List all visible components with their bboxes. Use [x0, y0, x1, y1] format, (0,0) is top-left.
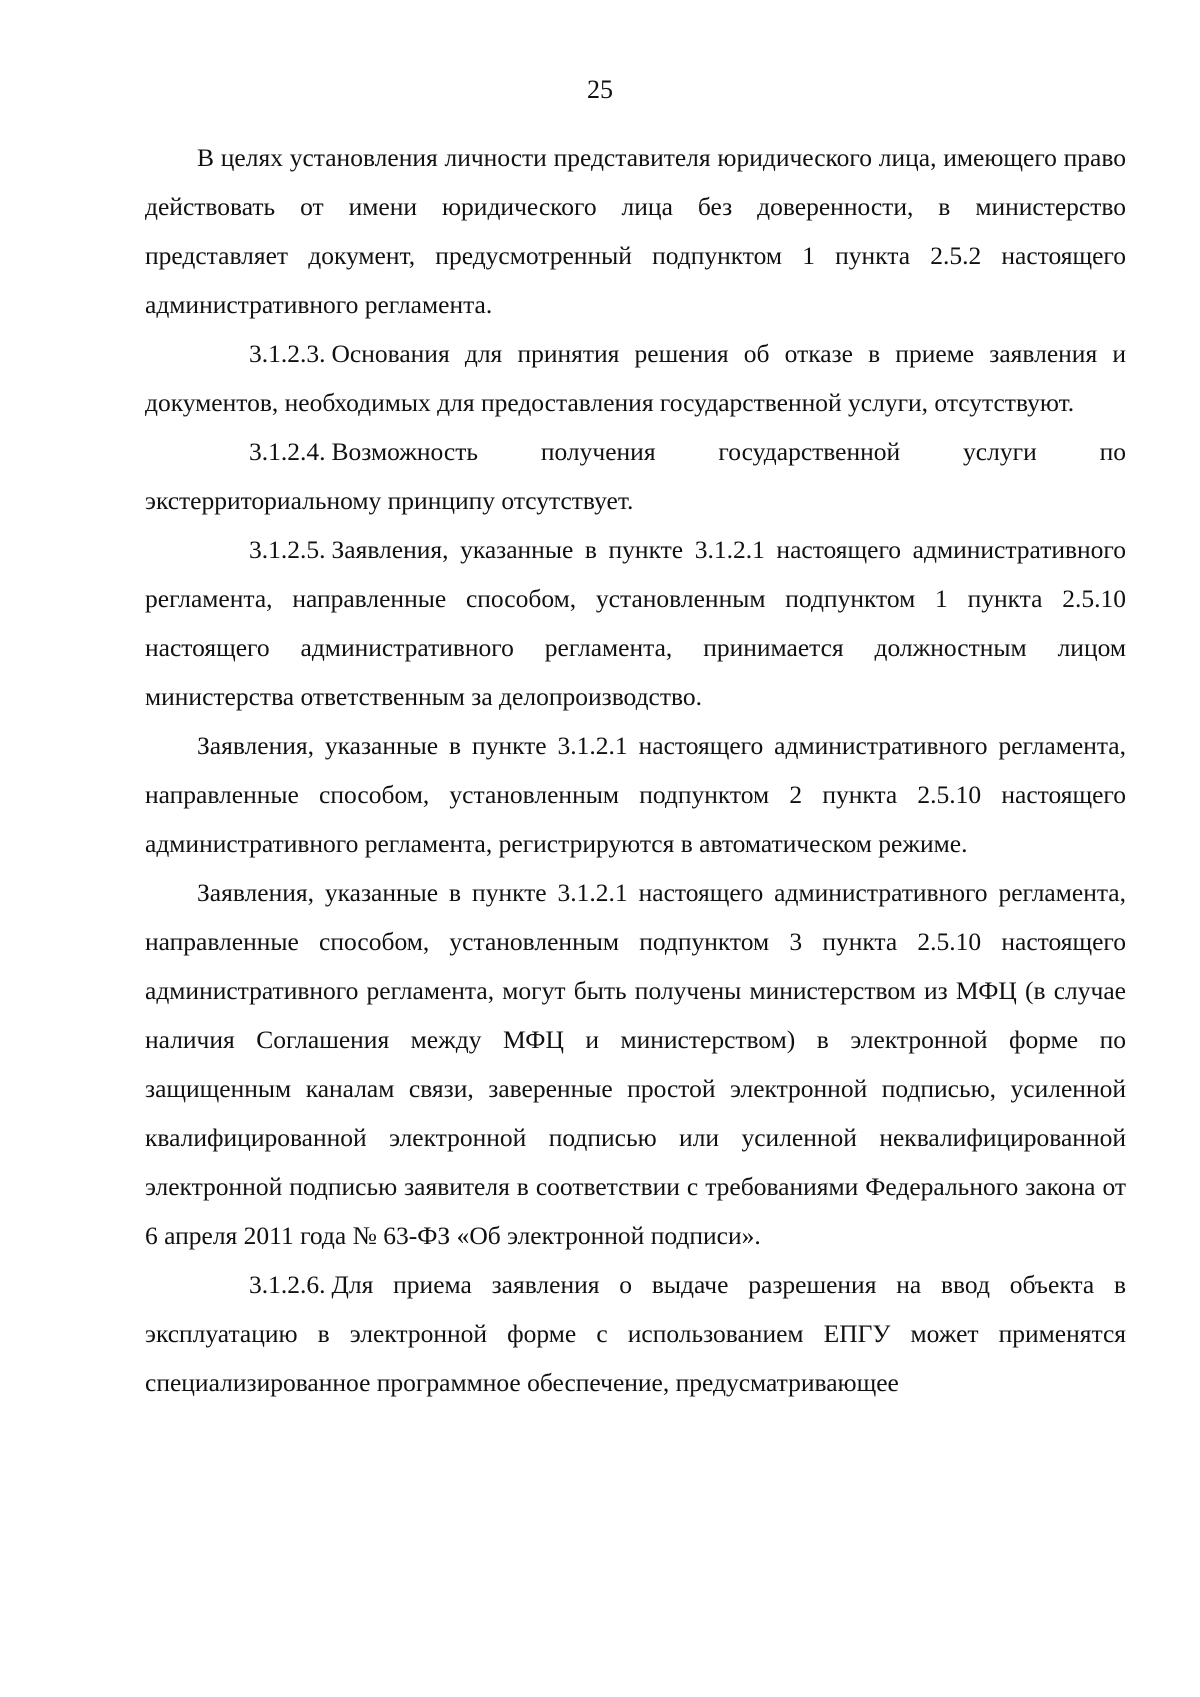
paragraph-text: Основания для принятия решения об отказе в приеме заявления и документов, необходимых для предоставления государственной услуги, отсутствуют. [145, 339, 1126, 417]
paragraph-text: Заявления, указанные в пункте 3.1.2.1 настоящего административного регламента, направленные способом, установленным подпунктом 1 пункта 2.5.10 настоящего административного регламента, принимается должностным лицом министерства ответственным за делопроизводство. [145, 535, 1126, 711]
paragraph-applications-mfc [145, 868, 1126, 1260]
paragraph-3-1-2-5 [145, 525, 1126, 721]
paragraph-text: Заявления, указанные в пункте 3.1.2.1 настоящего административного регламента, направленные способом, установленным подпунктом 3 пункта 2.5.10 настоящего административного регламента, могут быть получены министерством из МФЦ (в случае наличия Соглашения между МФЦ и министерством) в электронной форме по защищенным каналам связи, заверенные простой электронной подписью, усиленной квалифицированной электронной подписью или усиленной неквалифицированной электронной подписью заявителя в соответствии с требованиями Федерального закона от 6 апреля 2011 года № 63-ФЗ «Об электронной подписи». [145, 878, 1126, 1250]
paragraph-text: Для приема заявления о выдаче разрешения на ввод объекта в эксплуатацию в электронной форме с использованием ЕПГУ может применятся специализированное программное обеспечение, предусматривающее [145, 1270, 1126, 1397]
paragraph-text: В целях установления личности представителя юридического лица, имеющего право действовать от имени юридического лица без доверенности, в министерство представляет документ, предусмотренный подпунктом 1 пункта 2.5.2 настоящего административного регламента. [145, 143, 1126, 319]
paragraph-legal-entity-identity [145, 133, 1126, 329]
paragraph-applications-auto-registration [145, 721, 1126, 868]
page-number: 25 [587, 75, 613, 104]
paragraph-3-1-2-4 [145, 427, 1126, 525]
paragraph-3-1-2-3 [145, 329, 1126, 427]
clause-number: 3.1.2.5. [249, 535, 326, 564]
clause-number: 3.1.2.6. [249, 1270, 326, 1299]
document-body [145, 133, 1126, 1407]
paragraph-text: Заявления, указанные в пункте 3.1.2.1 настоящего административного регламента, направленные способом, установленным подпунктом 2 пункта 2.5.10 настоящего административного регламента, регистрируются в автоматическом режиме. [145, 731, 1126, 858]
paragraph-text: Возможность получения государственной услуги по экстерриториальному принципу отсутствует. [145, 437, 1126, 515]
paragraph-3-1-2-6 [145, 1260, 1126, 1407]
clause-number: 3.1.2.3. [249, 339, 326, 368]
clause-number: 3.1.2.4. [249, 437, 326, 466]
